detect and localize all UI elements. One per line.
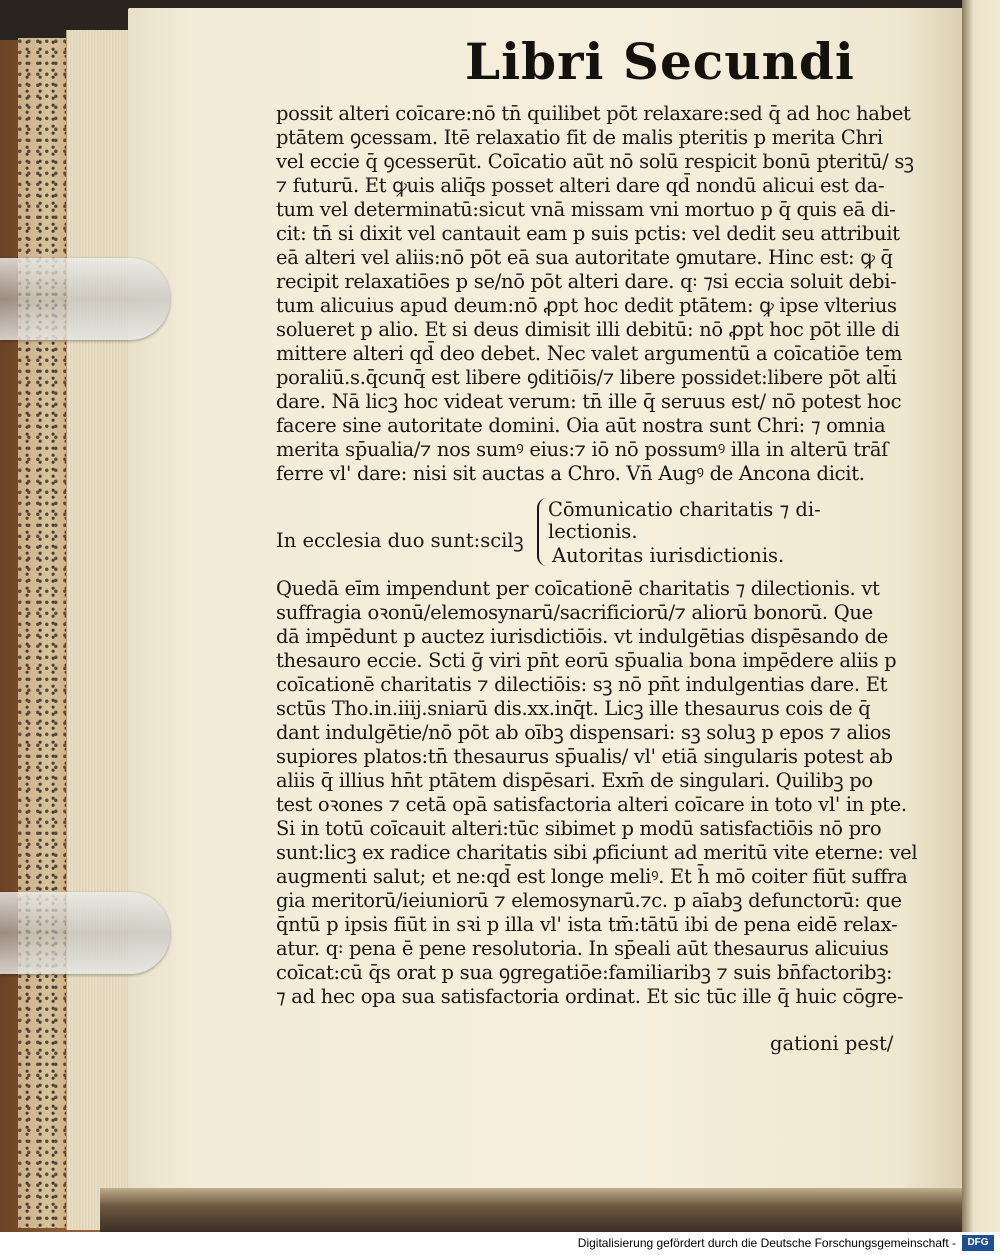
text-line: tum alicuius apud deum:nō ꝓpt hoc dedit ptātem: ꝙ ipse vlterius (276, 294, 897, 317)
text-line: thesauro eccie. Scti ḡ viri pn̄t eorū sp̄ualia bona impēdere aliis p (276, 649, 897, 672)
text-line: ⁊ futurū. Et ꝙuis aliq̄s posset alteri dare qd̄ nondū alicui est da- (276, 174, 885, 197)
text-line: ptātem ꝯcessam. Itē relaxatio fit de malis pteritis p merita Chri (276, 126, 883, 149)
text-line: q̄ntū p ipsis fiūt in sꝛi p illa vl' ista tm̄:tātū ibi de pena eidē relax- (276, 913, 898, 936)
text-line: solueret p alio. Et si deus dimisit illi debitū: nō ꝓpt hoc pōt ille di (276, 318, 900, 341)
catchword: gationi pest/ (770, 1032, 894, 1055)
funding-credit: Digitalisierung gefördert durch die Deutsche Forschungsgemeinschaft - (577, 1236, 956, 1250)
text-line: augmenti salut; et ne:qd̄ est longe meliꝰ. Et h̄ mō coiter fiūt suffra (276, 865, 908, 888)
note-branch-1a: Cōmunicatio charitatis ⁊ di- (548, 498, 821, 521)
text-line: coīcat:cū q̄s orat p sua ꝯgregatiōe:familiaribꝫ ⁊ suis bn̄factoribꝫ: (276, 961, 893, 984)
text-line: sctūs Tho.in.iiij.sniarū dis.xx.inq̄t. Licꝫ ille thesaurus cois de q̄ (276, 697, 871, 720)
text-line: ferre vl' dare: nisi sit auctas a Chro. Vn̄ Augꝰ de Ancona dicit. (276, 462, 865, 485)
note-lead: In ecclesia duo sunt:scilꝫ (276, 529, 524, 552)
text-line: cit: tn̄ si dixit vel cantauit eam p suis pctis: vel dedit seu attribuit (276, 222, 900, 245)
page-holder-strip (0, 892, 170, 974)
page-bottom-edge (100, 1188, 980, 1232)
note-branch-1b: lectionis. (548, 520, 638, 543)
text-line: ⁊ ad hec opa sua satisfactoria ordinat. Et sic tūc ille q̄ huic cōgre- (276, 985, 904, 1008)
text-line: dant indulgētie/nō pōt ab oībꝫ dispensari: sꝫ soluꝫ p epos ⁊ alios (276, 721, 891, 744)
text-line: dā impēdunt p auctez iurisdictiōis. vt indulgētias dispēsando de (276, 625, 889, 648)
running-header: Libri Secundi (465, 32, 855, 91)
footer-bar (0, 1232, 1000, 1255)
text-line: atur. q꞉ pena ē pene resolutoria. In sp̄eali aūt thesaurus alicuius (276, 937, 889, 960)
text-line: aliis q̄ illius hn̄t ptātem dispēsari. Exm̄ de singulari. Quilibꝫ po (276, 769, 873, 792)
note-branch-2: Autoritas iurisdictionis. (552, 544, 785, 567)
text-line: recipit relaxatiōes p se/nō pōt alteri dare. q꞉ ⁊si eccia soluit debi- (276, 270, 897, 293)
text-line: Si in totū coīcauit alteri:tūc sibimet p modū satisfactiōis nō pro (276, 817, 882, 840)
note-brace (537, 498, 551, 566)
text-line: merita sp̄ualia/⁊ nos sumꝰ eius:⁊ iō nō possumꝰ illa in alterū trāſ (276, 438, 889, 461)
text-line: sunt:licꝫ ex radice charitatis sibi ꝓficiunt ad meritū vite eterne: vel (276, 841, 918, 864)
page-holder-strip (0, 258, 170, 340)
text-line: dare. Nā licꝫ hoc videat verum: tn̄ ille q̄ seruus est/ nō potest hoc (276, 390, 902, 413)
text-line: eā alteri vel aliis:nō pōt eā sua autoritate ꝯmutare. Hinc est: ꝙ q̄ (276, 246, 893, 269)
text-line: tum vel determinatū:sicut vnā missam vni mortuo p q̄ quis eā di- (276, 198, 896, 221)
text-line: Quedā eīm impendunt per coīcationē charitatis ⁊ dilectionis. vt (276, 577, 880, 600)
text-line: gia meritorū/ieiuniorū ⁊ elemosynarū.⁊c. p aīabꝫ defunctorū: que (276, 889, 902, 912)
text-line: possit alteri coīcare:nō tn̄ quilibet pōt relaxare:sed q̄ ad hoc habet (276, 102, 911, 125)
text-line: mittere alteri qd̄ deo debet. Nec valet argumentū a coīcatiōe tem (276, 342, 903, 365)
text-line: facere sine autoritate domini. Oia aūt nostra sunt Chri: ⁊ omnia (276, 414, 886, 437)
text-line: supiores platos:tn̄ thesaurus sp̄ualis/ vl' etiā singularis potest ab (276, 745, 893, 768)
text-line: vel eccie q̄ ꝯcesserūt. Coīcatio aūt nō solū respicit bonū pteritū/ sꝫ (276, 150, 914, 173)
text-line: poraliū.s.q̄cunq̄ est libere ꝯditiōis/⁊ libere possidet:libere pōt alt̄i (276, 366, 897, 389)
text-line: coīcationē charitatis ⁊ dilectiōis: sꝫ nō pn̄t indulgentias dare. Et (276, 673, 888, 696)
facing-page-fragment (962, 0, 1000, 1232)
text-line: test oꝛones ⁊ cetā opā satisfactoria alteri coīcare in toto vl' in pte. (276, 793, 907, 816)
text-line: suffragia oꝛonū/elemosynarū/sacrificiorū/⁊ aliorū bonorū. Que (276, 601, 873, 624)
dfg-logo-icon: DFG (962, 1235, 994, 1251)
